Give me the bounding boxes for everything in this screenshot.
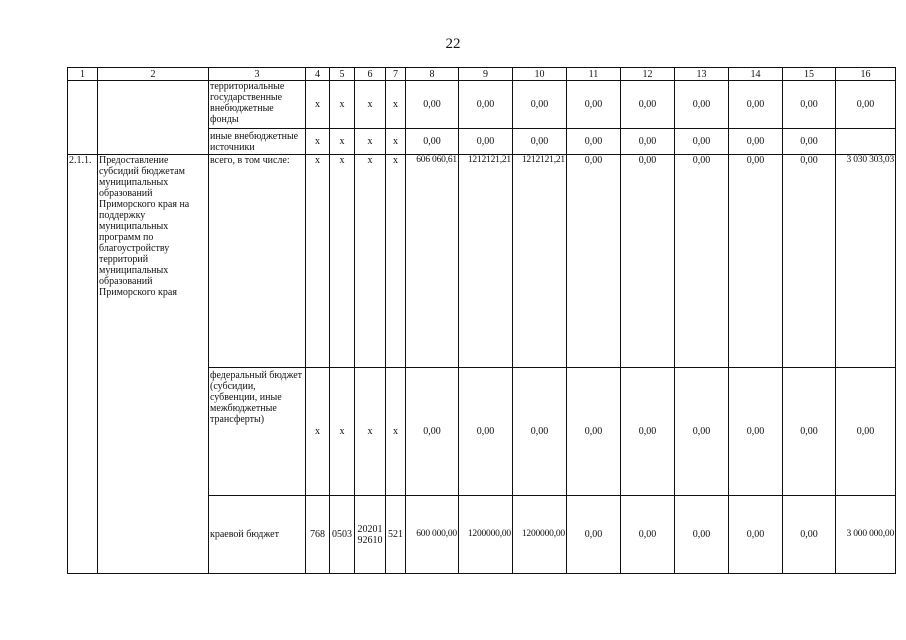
header-cell: 11: [567, 68, 621, 81]
funding-source: иные внебюджетные источники: [209, 129, 306, 155]
cell-c7: 521: [386, 496, 406, 574]
cell-c6: х: [355, 368, 386, 496]
cell-c10: 1212121,21: [513, 155, 567, 368]
cell-c11: 0,00: [567, 496, 621, 574]
header-cell: 13: [675, 68, 729, 81]
cell-c15: 0,00: [783, 81, 836, 129]
cell-c12: 0,00: [621, 368, 675, 496]
cell-c14: 0,00: [729, 129, 783, 155]
cell-c6: х: [355, 155, 386, 368]
table-row-total: [68, 155, 896, 368]
header-cell: 14: [729, 68, 783, 81]
cell-c16: 3 000 000,00: [836, 496, 896, 574]
cell-c4: 768: [306, 496, 330, 574]
cell-c7: х: [386, 368, 406, 496]
cell-c5: 0503: [330, 496, 355, 574]
cell-c14: 0,00: [729, 81, 783, 129]
cell-c13: 0,00: [675, 368, 729, 496]
cell-c14: 0,00: [729, 155, 783, 368]
cell-c9: 1200000,00: [459, 496, 513, 574]
cell-c12: 0,00: [621, 129, 675, 155]
header-row: [68, 68, 896, 81]
cell-c10: 0,00: [513, 368, 567, 496]
cell-c11: 0,00: [567, 368, 621, 496]
cell-c4: х: [306, 155, 330, 368]
cell-c13: 0,00: [675, 496, 729, 574]
cell-c8: 0,00: [406, 368, 459, 496]
item-name: Предоставление субсидий бюджетам муниципальных образований Приморского края на поддержку муниципальных программ по благоустройству территорий муниципальных образований Приморского края: [98, 155, 209, 574]
cell-c12: 0,00: [621, 496, 675, 574]
funding-source: всего, в том числе:: [209, 155, 306, 368]
cell-c4: х: [306, 368, 330, 496]
cell-c11: 0,00: [567, 81, 621, 129]
cell-c10: 0,00: [513, 81, 567, 129]
funding-source: краевой бюджет: [209, 496, 306, 574]
cell-c15: 0,00: [783, 129, 836, 155]
cell-c7: х: [386, 129, 406, 155]
cell-c10: 1200000,00: [513, 496, 567, 574]
cell-c16: [836, 129, 896, 155]
cell-c14: 0,00: [729, 368, 783, 496]
cell-c16: 0,00: [836, 81, 896, 129]
cell-c9: 0,00: [459, 368, 513, 496]
item-number: 2.1.1.: [68, 155, 98, 574]
cell-c5: х: [330, 129, 355, 155]
header-cell: 9: [459, 68, 513, 81]
header-cell: 7: [386, 68, 406, 81]
empty-cell: [98, 81, 209, 155]
header-cell: 3: [209, 68, 306, 81]
cell-c9: 0,00: [459, 81, 513, 129]
cell-c7: х: [386, 155, 406, 368]
cell-c6: х: [355, 129, 386, 155]
cell-c8: 0,00: [406, 129, 459, 155]
cell-c10: 0,00: [513, 129, 567, 155]
cell-c12: 0,00: [621, 155, 675, 368]
header-cell: 4: [306, 68, 330, 81]
cell-c16: 0,00: [836, 368, 896, 496]
cell-c15: 0,00: [783, 496, 836, 574]
cell-c7: х: [386, 81, 406, 129]
cell-c6: х: [355, 81, 386, 129]
header-cell: 15: [783, 68, 836, 81]
header-cell: 10: [513, 68, 567, 81]
cell-c9: 0,00: [459, 129, 513, 155]
cell-c9: 1212121,21: [459, 155, 513, 368]
table-row-territorial-funds: [68, 81, 896, 129]
header-cell: 12: [621, 68, 675, 81]
empty-cell: [68, 81, 98, 155]
cell-c8: 600 000,00: [406, 496, 459, 574]
page-number: 22: [445, 36, 461, 52]
cell-c11: 0,00: [567, 129, 621, 155]
cell-c14: 0,00: [729, 496, 783, 574]
cell-c4: х: [306, 129, 330, 155]
cell-c8: 0,00: [406, 81, 459, 129]
cell-c16: 3 030 303,03: [836, 155, 896, 368]
funding-source: территориальные государственные внебюджетные фонды: [209, 81, 306, 129]
cell-c11: 0,00: [567, 155, 621, 368]
cell-c13: 0,00: [675, 129, 729, 155]
header-cell: 16: [836, 68, 896, 81]
cell-c15: 0,00: [783, 368, 836, 496]
header-cell: 5: [330, 68, 355, 81]
header-cell: 2: [98, 68, 209, 81]
cell-c4: х: [306, 81, 330, 129]
header-cell: 1: [68, 68, 98, 81]
cell-c6: 20201 92610: [355, 496, 386, 574]
cell-c13: 0,00: [675, 155, 729, 368]
funding-source: федеральный бюджет (субсидии, субвенции, иные межбюджетные трансферты): [209, 368, 306, 496]
header-cell: 8: [406, 68, 459, 81]
cell-c12: 0,00: [621, 81, 675, 129]
cell-c8: 606 060,61: [406, 155, 459, 368]
cell-c13: 0,00: [675, 81, 729, 129]
header-cell: 6: [355, 68, 386, 81]
cell-c5: х: [330, 368, 355, 496]
cell-c5: х: [330, 81, 355, 129]
cell-c5: х: [330, 155, 355, 368]
cell-c15: 0,00: [783, 155, 836, 368]
budget-table: [67, 67, 896, 574]
